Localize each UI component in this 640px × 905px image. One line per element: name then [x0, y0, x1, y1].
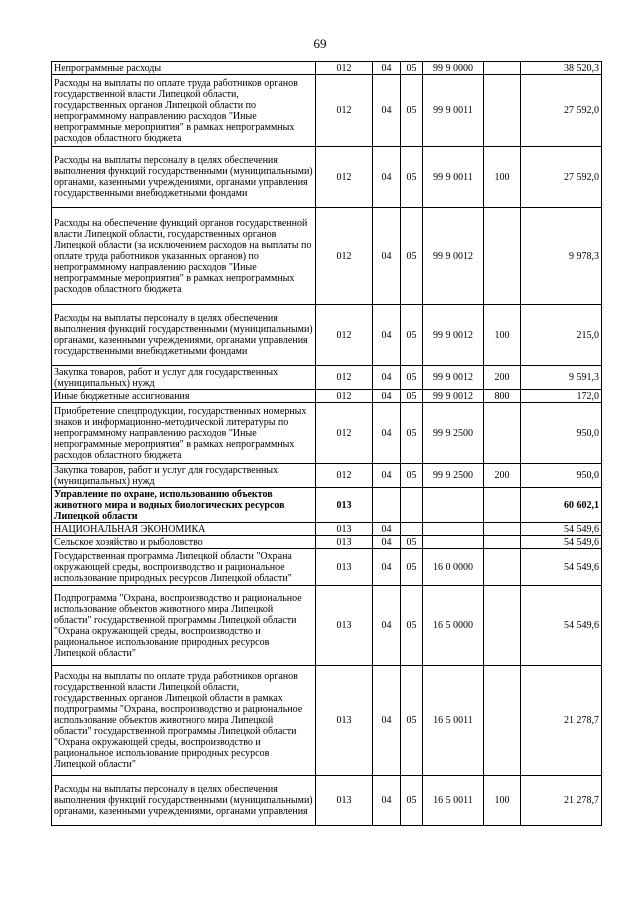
cell-pr: 05 — [401, 147, 423, 208]
cell-pr: 05 — [401, 586, 423, 666]
cell-csr: 99 9 2500 — [423, 464, 484, 488]
table-row — [52, 366, 602, 390]
cell-csr: 16 0 0000 — [423, 549, 484, 586]
cell-name: Приобретение спецпродукции, государственных номерных знаков и информационно-методической литературы по непрограммному направлению расходов "Иные непрограммные мероприятия" в рамках непрограммных расходов областного бюджета — [52, 403, 316, 464]
cell-vr — [484, 536, 521, 549]
cell-pr: 05 — [401, 776, 423, 826]
cell-csr: 16 5 0011 — [423, 776, 484, 826]
cell-sum: 38 520,3 — [521, 62, 602, 75]
cell-name: Управление по охране, использованию объектов животного мира и водных биологических ресурсов Липецкой области — [52, 488, 316, 523]
cell-rz: 04 — [373, 464, 401, 488]
cell-sum: 27 592,0 — [521, 147, 602, 208]
cell-name: Подпрограмма "Охрана, воспроизводство и рациональное использование объектов животного мира Липецкой области" государственной программы Липецкой области "Охрана окружающей среды, воспроизводство и рациональное использование природных ресурсов Липецкой области" — [52, 586, 316, 666]
table-row — [52, 464, 602, 488]
table-row — [52, 208, 602, 305]
cell-ved: 013 — [316, 488, 373, 523]
cell-ved: 012 — [316, 208, 373, 305]
cell-sum: 54 549,6 — [521, 586, 602, 666]
cell-rz: 04 — [373, 62, 401, 75]
cell-sum: 950,0 — [521, 464, 602, 488]
table-row — [52, 776, 602, 826]
cell-name: Государственная программа Липецкой области "Охрана окружающей среды, воспроизводство и рациональное использование природных ресурсов Липецкой области" — [52, 549, 316, 586]
table-row — [52, 403, 602, 464]
cell-vr — [484, 586, 521, 666]
cell-ved: 012 — [316, 403, 373, 464]
cell-csr — [423, 536, 484, 549]
cell-pr — [401, 488, 423, 523]
cell-csr — [423, 488, 484, 523]
cell-pr: 05 — [401, 366, 423, 390]
cell-ved: 012 — [316, 390, 373, 403]
cell-ved: 012 — [316, 464, 373, 488]
cell-name: Закупка товаров, работ и услуг для государственных (муниципальных) нужд — [52, 464, 316, 488]
cell-vr — [484, 208, 521, 305]
cell-name: Расходы на выплаты персоналу в целях обеспечения выполнения функций государственными (муниципальными) органами, казенными учреждениями, органами управления — [52, 776, 316, 826]
table-row — [52, 549, 602, 586]
cell-rz — [373, 488, 401, 523]
cell-csr: 99 9 0011 — [423, 147, 484, 208]
cell-rz: 04 — [373, 305, 401, 366]
cell-csr: 16 5 0000 — [423, 586, 484, 666]
cell-vr — [484, 666, 521, 776]
cell-name: Расходы на выплаты персоналу в целях обеспечения выполнения функций государственными (муниципальными) органами, казенными учреждениями, органами управления государственными внебюджетными фондами — [52, 305, 316, 366]
cell-rz: 04 — [373, 536, 401, 549]
cell-name: Расходы на обеспечение функций органов государственной власти Липецкой области, государственных органов Липецкой области (за исключением расходов на выплаты по оплате труда работников указанных органов) по непрограммному направлению расходов "Иные непрограммные мероприятия" в рамках непрограммных расходов областного бюджета — [52, 208, 316, 305]
cell-vr — [484, 549, 521, 586]
cell-vr — [484, 75, 521, 147]
cell-csr: 99 9 2500 — [423, 403, 484, 464]
cell-ved: 013 — [316, 549, 373, 586]
cell-csr — [423, 523, 484, 536]
cell-vr — [484, 403, 521, 464]
cell-name: НАЦИОНАЛЬНАЯ ЭКОНОМИКА — [52, 523, 316, 536]
cell-ved: 012 — [316, 147, 373, 208]
cell-rz: 04 — [373, 549, 401, 586]
cell-name: Иные бюджетные ассигнования — [52, 390, 316, 403]
cell-csr: 99 9 0012 — [423, 366, 484, 390]
table-row — [52, 305, 602, 366]
cell-rz: 04 — [373, 208, 401, 305]
cell-ved: 013 — [316, 666, 373, 776]
cell-sum: 9 978,3 — [521, 208, 602, 305]
cell-ved: 013 — [316, 586, 373, 666]
cell-ved: 012 — [316, 75, 373, 147]
cell-name: Расходы на выплаты по оплате труда работников органов государственной власти Липецкой области, государственных органов Липецкой области по непрограммному направлению расходов "Иные непрограммные мероприятия" в рамках непрограммных расходов областного бюджета — [52, 75, 316, 147]
cell-name: Расходы на выплаты персоналу в целях обеспечения выполнения функций государственными (муниципальными) органами, казенными учреждениями, органами управления государственными внебюджетными фондами — [52, 147, 316, 208]
cell-rz: 04 — [373, 776, 401, 826]
table-row — [52, 488, 602, 523]
table-row — [52, 62, 602, 75]
cell-sum: 215,0 — [521, 305, 602, 366]
cell-rz: 04 — [373, 75, 401, 147]
cell-rz: 04 — [373, 403, 401, 464]
cell-vr: 200 — [484, 464, 521, 488]
table-row — [52, 75, 602, 147]
cell-name: Непрограммные расходы — [52, 62, 316, 75]
cell-vr — [484, 488, 521, 523]
cell-rz: 04 — [373, 390, 401, 403]
cell-csr: 99 9 0012 — [423, 305, 484, 366]
cell-vr: 800 — [484, 390, 521, 403]
table-row — [52, 666, 602, 776]
cell-ved: 012 — [316, 366, 373, 390]
cell-rz: 04 — [373, 366, 401, 390]
cell-pr: 05 — [401, 75, 423, 147]
table-row — [52, 523, 602, 536]
cell-sum: 27 592,0 — [521, 75, 602, 147]
cell-csr: 99 9 0011 — [423, 75, 484, 147]
cell-sum: 54 549,6 — [521, 523, 602, 536]
cell-sum: 172,0 — [521, 390, 602, 403]
cell-csr: 16 5 0011 — [423, 666, 484, 776]
cell-ved: 013 — [316, 523, 373, 536]
cell-rz: 04 — [373, 586, 401, 666]
cell-name: Сельское хозяйство и рыболовство — [52, 536, 316, 549]
cell-sum: 60 602,1 — [521, 488, 602, 523]
cell-ved: 013 — [316, 536, 373, 549]
page-number: 69 — [313, 36, 327, 51]
cell-csr: 99 9 0012 — [423, 390, 484, 403]
cell-pr: 05 — [401, 464, 423, 488]
budget-table — [51, 61, 602, 826]
cell-rz: 04 — [373, 523, 401, 536]
cell-rz: 04 — [373, 666, 401, 776]
cell-sum: 21 278,7 — [521, 776, 602, 826]
cell-vr: 200 — [484, 366, 521, 390]
cell-ved: 013 — [316, 776, 373, 826]
table-row — [52, 147, 602, 208]
cell-ved: 012 — [316, 305, 373, 366]
cell-pr: 05 — [401, 390, 423, 403]
cell-name: Расходы на выплаты по оплате труда работников органов государственной власти Липецкой области, государственных органов Липецкой области в рамках подпрограммы "Охрана, воспроизводство и рациональное использование объектов животного мира Липецкой области" государственной программы Липецкой области "Охрана окружающей среды, воспроизводство и рациональное использование природных ресурсов Липецкой области" — [52, 666, 316, 776]
table-row — [52, 536, 602, 549]
cell-pr — [401, 523, 423, 536]
cell-vr: 100 — [484, 305, 521, 366]
cell-rz: 04 — [373, 147, 401, 208]
cell-sum: 54 549,6 — [521, 549, 602, 586]
cell-pr: 05 — [401, 666, 423, 776]
cell-sum: 9 591,3 — [521, 366, 602, 390]
cell-pr: 05 — [401, 62, 423, 75]
cell-vr: 100 — [484, 776, 521, 826]
cell-sum: 21 278,7 — [521, 666, 602, 776]
cell-name: Закупка товаров, работ и услуг для государственных (муниципальных) нужд — [52, 366, 316, 390]
table-row — [52, 390, 602, 403]
cell-vr — [484, 523, 521, 536]
cell-pr: 05 — [401, 403, 423, 464]
cell-pr: 05 — [401, 305, 423, 366]
cell-pr: 05 — [401, 208, 423, 305]
cell-csr: 99 9 0000 — [423, 62, 484, 75]
cell-pr: 05 — [401, 549, 423, 586]
cell-sum: 950,0 — [521, 403, 602, 464]
cell-ved: 012 — [316, 62, 373, 75]
cell-vr — [484, 62, 521, 75]
table-row — [52, 586, 602, 666]
cell-sum: 54 549,6 — [521, 536, 602, 549]
cell-csr: 99 9 0012 — [423, 208, 484, 305]
cell-pr: 05 — [401, 536, 423, 549]
cell-vr: 100 — [484, 147, 521, 208]
